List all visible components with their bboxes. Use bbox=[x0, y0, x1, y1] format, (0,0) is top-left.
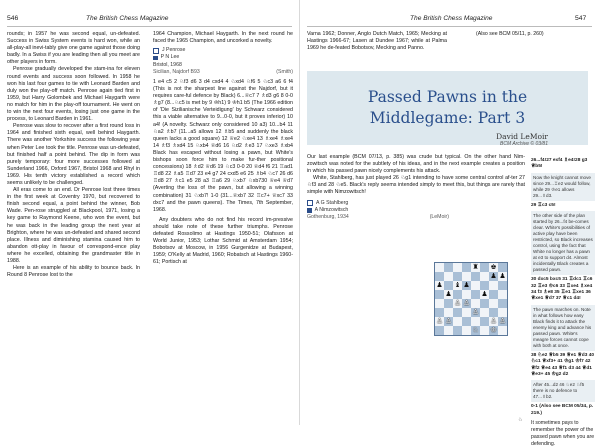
move-line: 26...f4!27 exf4 ♗e4!28 g3 ♕b5! bbox=[531, 158, 588, 170]
chess-piece-icon: ♟ bbox=[445, 290, 452, 298]
board-square bbox=[462, 290, 471, 299]
result-line: 0-1 (Also see BCM 05/34, p. 219.) bbox=[531, 404, 594, 416]
board-square bbox=[471, 272, 480, 281]
board-square bbox=[489, 317, 498, 326]
game-annotator: (Smith) bbox=[276, 68, 293, 75]
board-square bbox=[489, 290, 498, 299]
chess-piece-icon: ♟ bbox=[490, 272, 497, 280]
board-square bbox=[480, 290, 489, 299]
board-square bbox=[462, 272, 471, 281]
right-column-top-2 bbox=[476, 31, 591, 38]
article-title-line-2: Middlegame: Part 3 bbox=[369, 109, 526, 127]
reference-note: (Also see BCM 05/11, p. 260) bbox=[476, 31, 544, 37]
board-square bbox=[498, 326, 507, 335]
chess-piece-icon: ♙ bbox=[463, 299, 470, 307]
knight-icon: ♘ bbox=[518, 417, 523, 423]
board-square bbox=[489, 308, 498, 317]
paragraph: Any doubters who do not find his record im-pressive should take note of these further triumphs. Penrose defeated Rossolimo at Hastings 1950-51; Olafsson at World Junior, 1953; Lothar Schmid at Amsterdam 1954; Bobotsov at Moscow, in 1956 Gurgenidze at Budapest, 1959; O'Kelly at Madrid, 1960; Robatsch at Hastings 1960-61; Portisch at bbox=[153, 216, 293, 266]
board-square bbox=[435, 281, 444, 290]
board-square bbox=[462, 299, 471, 308]
sidebar-column bbox=[531, 158, 595, 447]
running-head-right: The British Chess Magazine bbox=[410, 15, 493, 22]
board-square bbox=[480, 263, 489, 272]
board-square bbox=[480, 308, 489, 317]
annotation-note: The pawn marches on. Note in what follows how easy Black finds it to attack the enemy king and advance his passed pawn. White's meagre forces cannot cope with both at once. bbox=[531, 305, 595, 351]
board-square bbox=[462, 263, 471, 272]
paragraph: All eras come to an end. Dr Penrose lost three times in the first week at Coventry 1970, but recovered to finish second equal, a point behind the winner, Bob Wade. Pen-rose struggled at Blackpool, 1971, losing a key game to Raymond Keene, who won the event, but he was back in the leading group the next year at Brighton, where he was un-defeated and shared second place. Illness and diminishing stamina caused him to abandon ott-play in favour of correspond-ence play where he excelled, obtaining the grandmaster title in 1988. bbox=[7, 187, 140, 264]
paragraph: rounds; in 1957 he was second equal, un-defeated. Success in Swiss System events is hard won, while an all-play-all inevi-tably give one game against those doing badly. In a Swiss if you are leading then all you meet are other players in form. bbox=[7, 31, 140, 66]
paragraph: Penrose was slow to recover after a first round loss in 1964 and finished sixth equal, well behind Haygarth. There was another Yorkshire success the following year when Peter Lee took the title. Penrose was un-defeated, but finished half a point behind. The dip in form was purely temporary: four more successes followed at Sunderland 1966, Oxford 1967, Bristol 1968 and Rhyl in 1969. His tenth victory established a record which seems unlikely to be challenged. bbox=[7, 123, 140, 186]
board-square bbox=[453, 281, 462, 290]
board-square bbox=[453, 299, 462, 308]
board-square bbox=[489, 326, 498, 335]
board-square bbox=[480, 299, 489, 308]
board-square bbox=[435, 272, 444, 281]
board-square bbox=[444, 308, 453, 317]
board-square bbox=[471, 326, 480, 335]
board-square bbox=[498, 299, 507, 308]
chess-piece-icon: ♟ bbox=[481, 290, 488, 298]
chess-piece-icon: ♜ bbox=[472, 263, 479, 271]
paragraph: Here is an example of his ability to bounce back. In Round 8 Penrose lost to the bbox=[7, 265, 140, 279]
board-square bbox=[471, 299, 480, 308]
right-page bbox=[300, 0, 600, 447]
article-source: BCM Archive © 03/81 bbox=[500, 141, 548, 147]
chess-piece-icon: ♟ bbox=[499, 272, 506, 280]
board-square bbox=[444, 263, 453, 272]
board-square bbox=[489, 299, 498, 308]
board-square bbox=[435, 317, 444, 326]
header-rule bbox=[307, 26, 592, 27]
white-square-icon bbox=[307, 200, 313, 206]
board-square bbox=[480, 272, 489, 281]
board-square bbox=[435, 263, 444, 272]
right-column-top-1 bbox=[307, 31, 447, 52]
board-square bbox=[498, 281, 507, 290]
board-square bbox=[471, 281, 480, 290]
chess-piece-icon: ♝ bbox=[454, 281, 461, 289]
board-square bbox=[471, 317, 480, 326]
white-player: A G Stahlberg bbox=[316, 199, 349, 206]
board-square bbox=[453, 263, 462, 272]
board-square bbox=[435, 299, 444, 308]
board-square bbox=[444, 290, 453, 299]
board-square bbox=[489, 272, 498, 281]
chess-piece-icon: ♟ bbox=[463, 281, 470, 289]
game-event: Bristol, 1968 bbox=[153, 61, 182, 68]
board-square bbox=[453, 308, 462, 317]
board-square bbox=[453, 317, 462, 326]
board-square bbox=[462, 281, 471, 290]
move-line: 29 ♖c3 c5! bbox=[531, 202, 556, 208]
page-number-left: 546 bbox=[7, 15, 19, 22]
running-head-left: The British Chess Magazine bbox=[86, 15, 169, 22]
board-square bbox=[498, 317, 507, 326]
annotation-note: The other side of the plan started by 26...f4 be-comes clear. White's possibilities of active play have been restricted, so Black increases control, using the fact that White no longer has a pawn at e3 to support d4. Almost incidentally Black creates a passed pawn. bbox=[531, 211, 595, 275]
header-rule bbox=[7, 26, 292, 27]
board-square bbox=[498, 272, 507, 281]
chess-piece-icon: ♙ bbox=[445, 317, 452, 325]
white-square-icon bbox=[153, 48, 159, 54]
board-square bbox=[498, 308, 507, 317]
board-square bbox=[435, 326, 444, 335]
board-square bbox=[444, 281, 453, 290]
board-square bbox=[471, 308, 480, 317]
left-page bbox=[0, 0, 300, 425]
board-square bbox=[444, 326, 453, 335]
paragraph: 1964 Champion, Michael Haygarth. In the next round he faced the 1965 Champion, and uncorked a novelty. bbox=[153, 31, 293, 45]
board-square bbox=[480, 326, 489, 335]
article-title-line-1: Passed Pawns in the bbox=[367, 88, 528, 106]
black-square-icon bbox=[153, 56, 158, 61]
paragraph: Penrose gradually developed the stam-ina for eleven round events and success soon followed. In 1958 he won his last four games to tie with Leonard Barden and duly won the play-off match. Penrose again tied first in 1959, but Harry Golombek and Michael Haygarth were no match for him in the play-off tournament. He went on to win the next four events, losing just one game in the process, to Leonard Barden in 1961. bbox=[7, 66, 140, 123]
board-square bbox=[453, 272, 462, 281]
board-square bbox=[435, 290, 444, 299]
board-square bbox=[435, 308, 444, 317]
game-moves: 1 e4 c5 2 ♘f3 d6 3 d4 cxd4 4 ♘xd4 ♘f6 5 ♘c3 a6 6 f4 (This is not the sharpest line against the Najdorf, but it requires care-ful defence by Black) 6...♕c7 7 ♗d3 g6 8 0-0 ♗g7 (8...♘c5 is met by 9 ♔h1) 9 ♔h1 b5 (The 1966 edition of 'Die Sizilianische Verteidigung' by Schwarz considered this a viable alternative to 9...0-0, but it proves inferior) 10 a4! (A novelty. Schwarz only considered 10 a3) 10...b4 11 ♘a2 ♗b7 (11...a5 allows 12 ♗b5 and suddenly the black queen lacks a good square) 12 ♕e2 ♘xe4 13 ♗xe4 ♗xe4 14 ♗f3 ♗xd4 15 ♘xb4 ♕d6 16 ♘d2 ♗e3 17 ♘xe3 ♗xb4 Black has escaped without losing a pawn, but White's bishops soon force him to make fur-ther positional concessions) 18 ♗d2 ♕d6 19 ♘c3 0-0 20 ♕d4 f6 21 ♖ad1 ♖d8 22 ♗a5 ♖d7 23 e4 g7 24 cxd5 e6 25 ♗b4 ♘c7 26 d6 ♖d8 27 ♗c1 e5 28 a3 ♖a6 29 ♘xb7 ♘xb730 ♕e4 ♕d7 (Averting the loss of the pawn, but allowing a winning combination) 31 ♘xb7! 1-0 (31...♕xb7 32 ♖c7+ ♕xc7 33 dxc7 and the pawn queens). The Times, 7th September, 1968. bbox=[153, 79, 293, 213]
board-square bbox=[453, 290, 462, 299]
chess-piece-icon: ♔ bbox=[490, 326, 497, 334]
article-author: David LeMoir bbox=[496, 132, 548, 141]
board-square bbox=[480, 281, 489, 290]
black-player: A Nimzowitsch bbox=[314, 206, 349, 213]
annotation-note: Now the knight cannot move since 29...♖e2 would follow, while 29 ♔e1 allows 29...♗d3. bbox=[531, 173, 595, 201]
game-header bbox=[153, 47, 293, 76]
board-square bbox=[489, 281, 498, 290]
board-square bbox=[498, 263, 507, 272]
board-square bbox=[444, 317, 453, 326]
move-line: 38 ♘e2 ♕b5 39 ♕e1 ♕d3 40 ♘c1 ♕xf3+ 41 ♔g1 ♔f7 42 ♕f2 ♕e4 43 ♕f1 d3 44 ♕d1 ♕e3+ 45 ♔g2 d2 bbox=[531, 352, 595, 378]
chess-piece-icon: ♘ bbox=[472, 326, 479, 334]
paragraph: Varna 1962; Donner, Anglo Dutch Match, 1965; Mecking at Hastings 1966-67; Lasen at Dundee 1967; while at Palma 1969 he de-feated Bobotsov, Mecking and Panno. bbox=[307, 31, 447, 52]
chess-piece-icon: ♙ bbox=[499, 317, 506, 325]
paragraph: White, Stahlberg, has just played 26 ♘g1 intending to have some central control af-ter 27 ♘f3 and 28 ♘e5. Black's reply seems intended simply to meet this, but things are rarely that simple with Nimzowitsch! bbox=[307, 175, 525, 196]
move-line: 30 dxc5 bxc5 31 ♖dc1 ♖c6 32 ♖e3 ♔c6 33 ♖xe4 ♗xe4 34 f3 ♗e8 35 ♖e1 ♖xe1 36 ♕xe1 ♕d7 37 ♕c1 d4! bbox=[531, 277, 593, 302]
left-column-1 bbox=[7, 31, 140, 279]
chess-piece-icon: ♙ bbox=[472, 308, 479, 316]
game-event: Gothenburg, 1934 bbox=[307, 213, 349, 220]
board-square bbox=[498, 290, 507, 299]
game-annotator: (LeMoir) bbox=[429, 213, 449, 220]
left-column-2 bbox=[153, 31, 293, 266]
closing-paragraph: It sometimes pays to remember the power of the passed pawn when you are defending. bbox=[531, 420, 595, 447]
board-square bbox=[462, 326, 471, 335]
board-square bbox=[462, 308, 471, 317]
board-square bbox=[489, 263, 498, 272]
chess-piece-icon: ♚ bbox=[490, 263, 497, 271]
board-square bbox=[453, 326, 462, 335]
page-number-right: 547 bbox=[575, 15, 587, 22]
article-body bbox=[307, 154, 525, 224]
white-player: J Penrose bbox=[162, 47, 186, 54]
article-header-banner bbox=[307, 71, 588, 145]
chess-piece-icon: ♟ bbox=[436, 281, 443, 289]
board-square bbox=[444, 299, 453, 308]
board-square bbox=[444, 272, 453, 281]
board-square bbox=[471, 263, 480, 272]
diagram-game-header bbox=[307, 200, 525, 222]
paragraph: Our last example (BCM 07/13, p. 385) was crude but typical. On the other hand Nim-zowitsch was noted for the subtlety of his ideas, and in the next example creates a position in which his passed pawn nicely complements his attack. bbox=[307, 154, 525, 175]
chess-diagram bbox=[434, 262, 508, 336]
annotation-note: After 45...d2 46 ♘e2 ♘f5 there is no defence to 47...♗b2. bbox=[531, 380, 595, 402]
black-square-icon bbox=[307, 208, 312, 213]
chess-piece-icon: ♙ bbox=[454, 299, 461, 307]
game-opening: Sicilian, Najdorf B93 bbox=[153, 68, 200, 75]
chess-piece-icon: ♙ bbox=[490, 317, 497, 325]
board-square bbox=[462, 317, 471, 326]
board-square bbox=[480, 317, 489, 326]
chess-piece-icon: ♙ bbox=[436, 317, 443, 325]
black-player: P N Lee bbox=[160, 54, 180, 61]
board-square bbox=[471, 290, 480, 299]
